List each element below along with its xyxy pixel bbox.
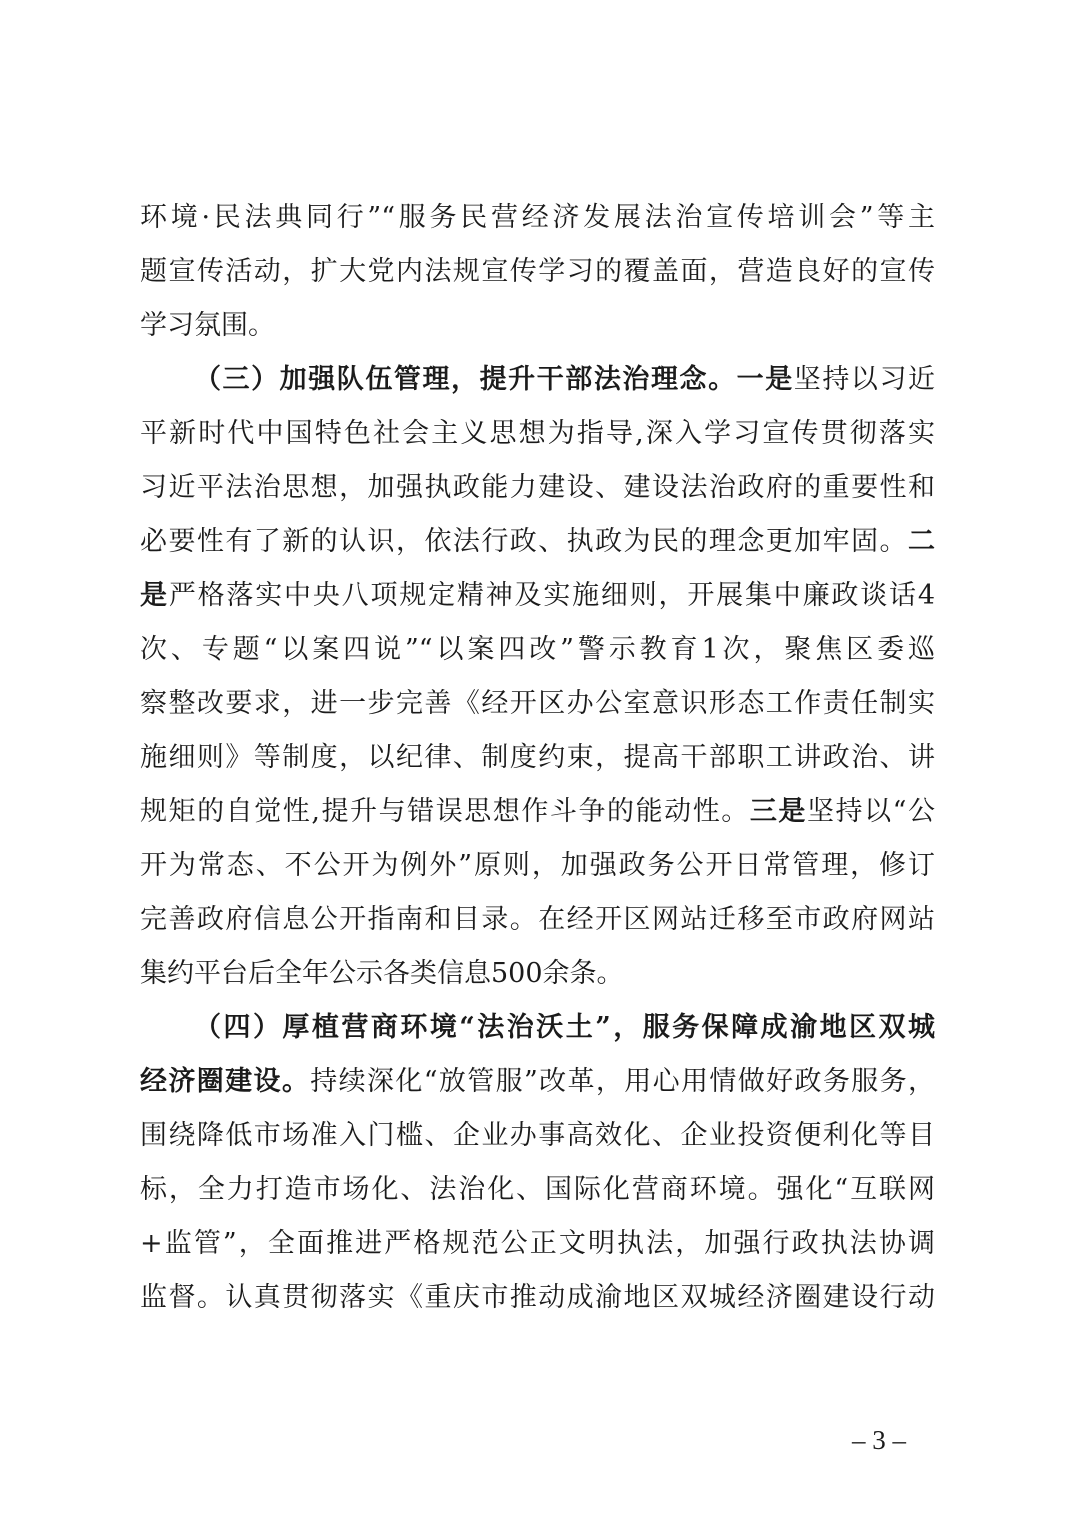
text-line xyxy=(140,245,935,299)
line-text: 习近平法治思想，加强执政能力建设、建设法治政府的重要性和 xyxy=(140,472,935,503)
line-text: 开为常态、不公开为例外”原则，加强政务公开日常管理，修订 xyxy=(140,850,935,881)
text-line xyxy=(140,569,935,623)
paragraph xyxy=(140,1001,935,1325)
section-heading: （三）加强队伍管理，提升干部法治理念。 xyxy=(194,364,737,395)
line-text: 标，全力打造市场化、法治化、国际化营商环境。强化“互联网 xyxy=(140,1174,935,1205)
line-text: 围绕降低市场准入门槛、企业办事高效化、企业投资便利化等目 xyxy=(140,1120,935,1151)
line-text: 学习氛围。 xyxy=(140,310,275,341)
text-line xyxy=(140,353,935,407)
line-text: 次、专题“以案四说”“以案四改”警示教育1次，聚焦区委巡 xyxy=(140,634,935,665)
line-text: 监督。认真贯彻落实《重庆市推动成渝地区双城经济圈建设行动 xyxy=(140,1282,935,1313)
text-line xyxy=(140,623,935,677)
line-text: 平新时代中国特色社会主义思想为指导,深入学习宣传贯彻落实 xyxy=(140,418,935,449)
bold-run: 二 xyxy=(908,526,935,557)
line-text: 完善政府信息公开指南和目录。在经开区网站迁移至市政府网站 xyxy=(140,904,935,935)
text-line xyxy=(140,299,935,353)
text-line xyxy=(140,1217,935,1271)
text-line xyxy=(140,677,935,731)
text-line xyxy=(140,1055,935,1109)
paragraph xyxy=(140,353,935,1001)
text-line xyxy=(140,1163,935,1217)
text-line xyxy=(140,461,935,515)
line-text: 施细则》等制度，以纪律、制度约束，提高干部职工讲政治、讲 xyxy=(140,742,935,773)
text-line xyxy=(140,893,935,947)
line-text: 规矩的自觉性,提升与错误思想作斗争的能动性。 xyxy=(140,796,750,827)
bold-run: 是 xyxy=(140,580,169,611)
bold-run: 三是 xyxy=(749,796,807,827)
text-line xyxy=(140,947,935,1001)
bold-run: 一是 xyxy=(736,364,794,395)
line-text: 察整改要求，进一步完善《经开区办公室意识形态工作责任制实 xyxy=(140,688,935,719)
section-heading: （四）厚植营商环境“法治沃土”，服务保障成渝地区双城 xyxy=(194,1012,935,1043)
line-text: 题宣传活动，扩大党内法规宣传学习的覆盖面，营造良好的宣传 xyxy=(140,256,935,287)
text-line xyxy=(140,785,935,839)
line-text: 持续深化“放管服”改革，用心用情做好政务服务， xyxy=(310,1066,935,1097)
document-body xyxy=(140,191,935,1325)
text-line xyxy=(140,1001,935,1055)
paragraph xyxy=(140,191,935,353)
text-line xyxy=(140,407,935,461)
section-heading: 经济圈建设。 xyxy=(140,1066,311,1097)
line-text: 必要性有了新的认识，依法行政、执政为民的理念更加牢固。 xyxy=(140,526,908,557)
line-text: 坚持以“公 xyxy=(806,796,935,827)
line-text: 集约平台后全年公示各类信息500余条。 xyxy=(140,958,624,989)
line-text: +监管”，全面推进严格规范公正文明执法，加强行政执法协调 xyxy=(140,1228,935,1259)
line-text: 坚持以习近 xyxy=(793,364,935,395)
text-line xyxy=(140,1109,935,1163)
text-line xyxy=(140,731,935,785)
text-line xyxy=(140,1271,935,1325)
line-text: 环境·民法典同行”“服务民营经济发展法治宣传培训会”等主 xyxy=(140,202,935,233)
page-number: – 3 – xyxy=(852,1425,906,1455)
text-line xyxy=(140,191,935,245)
line-text: 严格落实中央八项规定精神及实施细则，开展集中廉政谈话4 xyxy=(168,580,935,611)
text-line xyxy=(140,515,935,569)
text-line xyxy=(140,839,935,893)
